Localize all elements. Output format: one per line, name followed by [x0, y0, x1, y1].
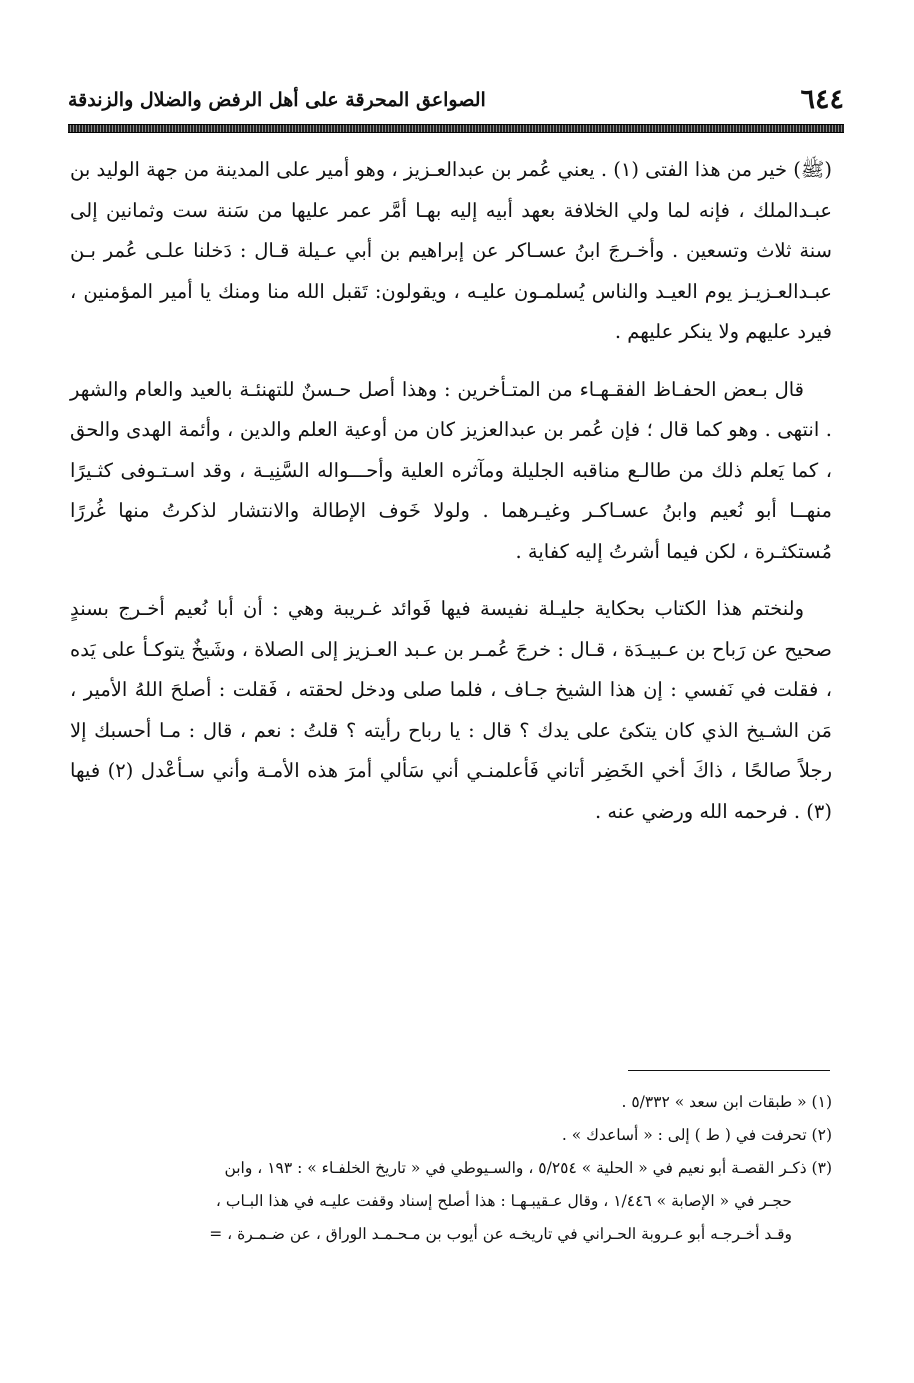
paragraph-3: ولنختم هذا الكتاب بحكاية جليـلة نفيسة فيها فَوائد غـريبة وهي : أن أبا نُعيم أخـرج بسندٍ صحيح عن رَباح بن عـبيـدَة ، قـال : خرجَ عُمـر بن عـبد العـزيز إلى الصلاة ، وشَيخٌ يتوكـأ على يَده ، فقلت في نَفسي : إن هذا الشيخ جـاف ، فلما صلى ودخل لحقته ، فَقلت : أصلحَ اللهُ الأمير ، مَن الشـيخ الذي كان يتكئ على يدك ؟ قال : يا رباح رأيته ؟ قلتُ : نعم ، قال : مـا أحسبك إلا رجلاً صالحًا ، ذاكَ أخي الخَضِر أتاني فَأعلمنـي أني سَألي أمرَ هذه الأمـة وأني سـأعْدل (٢) فيها (٣) . فرحمه الله ورضي عنه . — [70, 597, 832, 823]
footnote-separator — [628, 1070, 830, 1071]
running-title: الصواعق المحرقة على أهل الرفض والضلال والزندقة — [68, 89, 486, 111]
footnotes — [68, 1086, 832, 1251]
footnote-3-continued: حجـر في « الإصابة » ١/٤٤٦ ، وقال عـقيبـهـا : هذا أصلح إسناد وقفت عليـه في هذا البـاب ، — [215, 1192, 792, 1210]
running-head — [68, 78, 844, 118]
paragraph-2: قال بـعض الحفـاظ الفقـهـاء من المتـأخرين : وهذا أصل حـسنٌ للتهنئـة بالعيد والعام والشهر . انتهى . وهو كما قال ؛ فإن عُمر بن عبدالعزيز كان من أوعية العلم والدين ، وأئمة الهدى والحق ، كما يَعلم ذلك من طالـع مناقبه الجليلة ومآثره العلية وأحـــواله السَّنِيـة ، وقد اسـتـوفى كثـيرًا منهــا أبو نُعيم وابنُ عسـاكـر وغيـرهما . ولولا خَوف الإطالة والانتشار لذكرتُ منها غُررًا مُستكثـرة ، لكن فيما أشرتُ إليه كفاية . — [70, 377, 832, 563]
paragraph-1: (ﷺ) خير من هذا الفتى (١) . يعني عُمر بن عبدالعـزيز ، وهو أمير على المدينة من جهة الوليد بن عبـدالملك ، فإنه لما ولي الخلافة بعهد أبيه إليه بهـا أمَّر عمر عليها من سَنة ست وثمانين إلى سنة ثلاث وتسعين . وأخـرجَ ابنُ عسـاكر عن إبراهيم بن أبي عـيلة قـال : دَخلنا علـى عُمر بـن عبـدالعـزيـز يوم العيـد والناس يُسلمـون عليـه ، ويقولون: تَقبل الله منا ومنك يا أمير المؤمنين ، فيرد عليهم ولا ينكر عليهم . — [70, 158, 833, 343]
footnote-3: (٣) ذكـر القصـة أبو نعيم في « الحلية » ٥/٢٥٤ ، والسـيوطي في « تاريخ الخلفـاء » : ١٩٣ ، وابن — [224, 1159, 832, 1177]
page-number: ٦٤٤ — [800, 84, 844, 115]
main-text — [70, 150, 832, 832]
footnote-1: (١) « طبقات ابن سعد » ٥/٣٣٢ . — [621, 1093, 832, 1111]
header-rule — [68, 124, 844, 133]
footnote-2: (٢) تحرفت في ( ط ) إلى : « أساعدك » . — [561, 1126, 832, 1144]
footnote-3-continued-2: وقـد أخـرجـه أبو عـروبة الحـراني في تاريخـه عن أيوب بن مـحـمـد الوراق ، عن ضـمـرة ، = — [209, 1225, 792, 1243]
